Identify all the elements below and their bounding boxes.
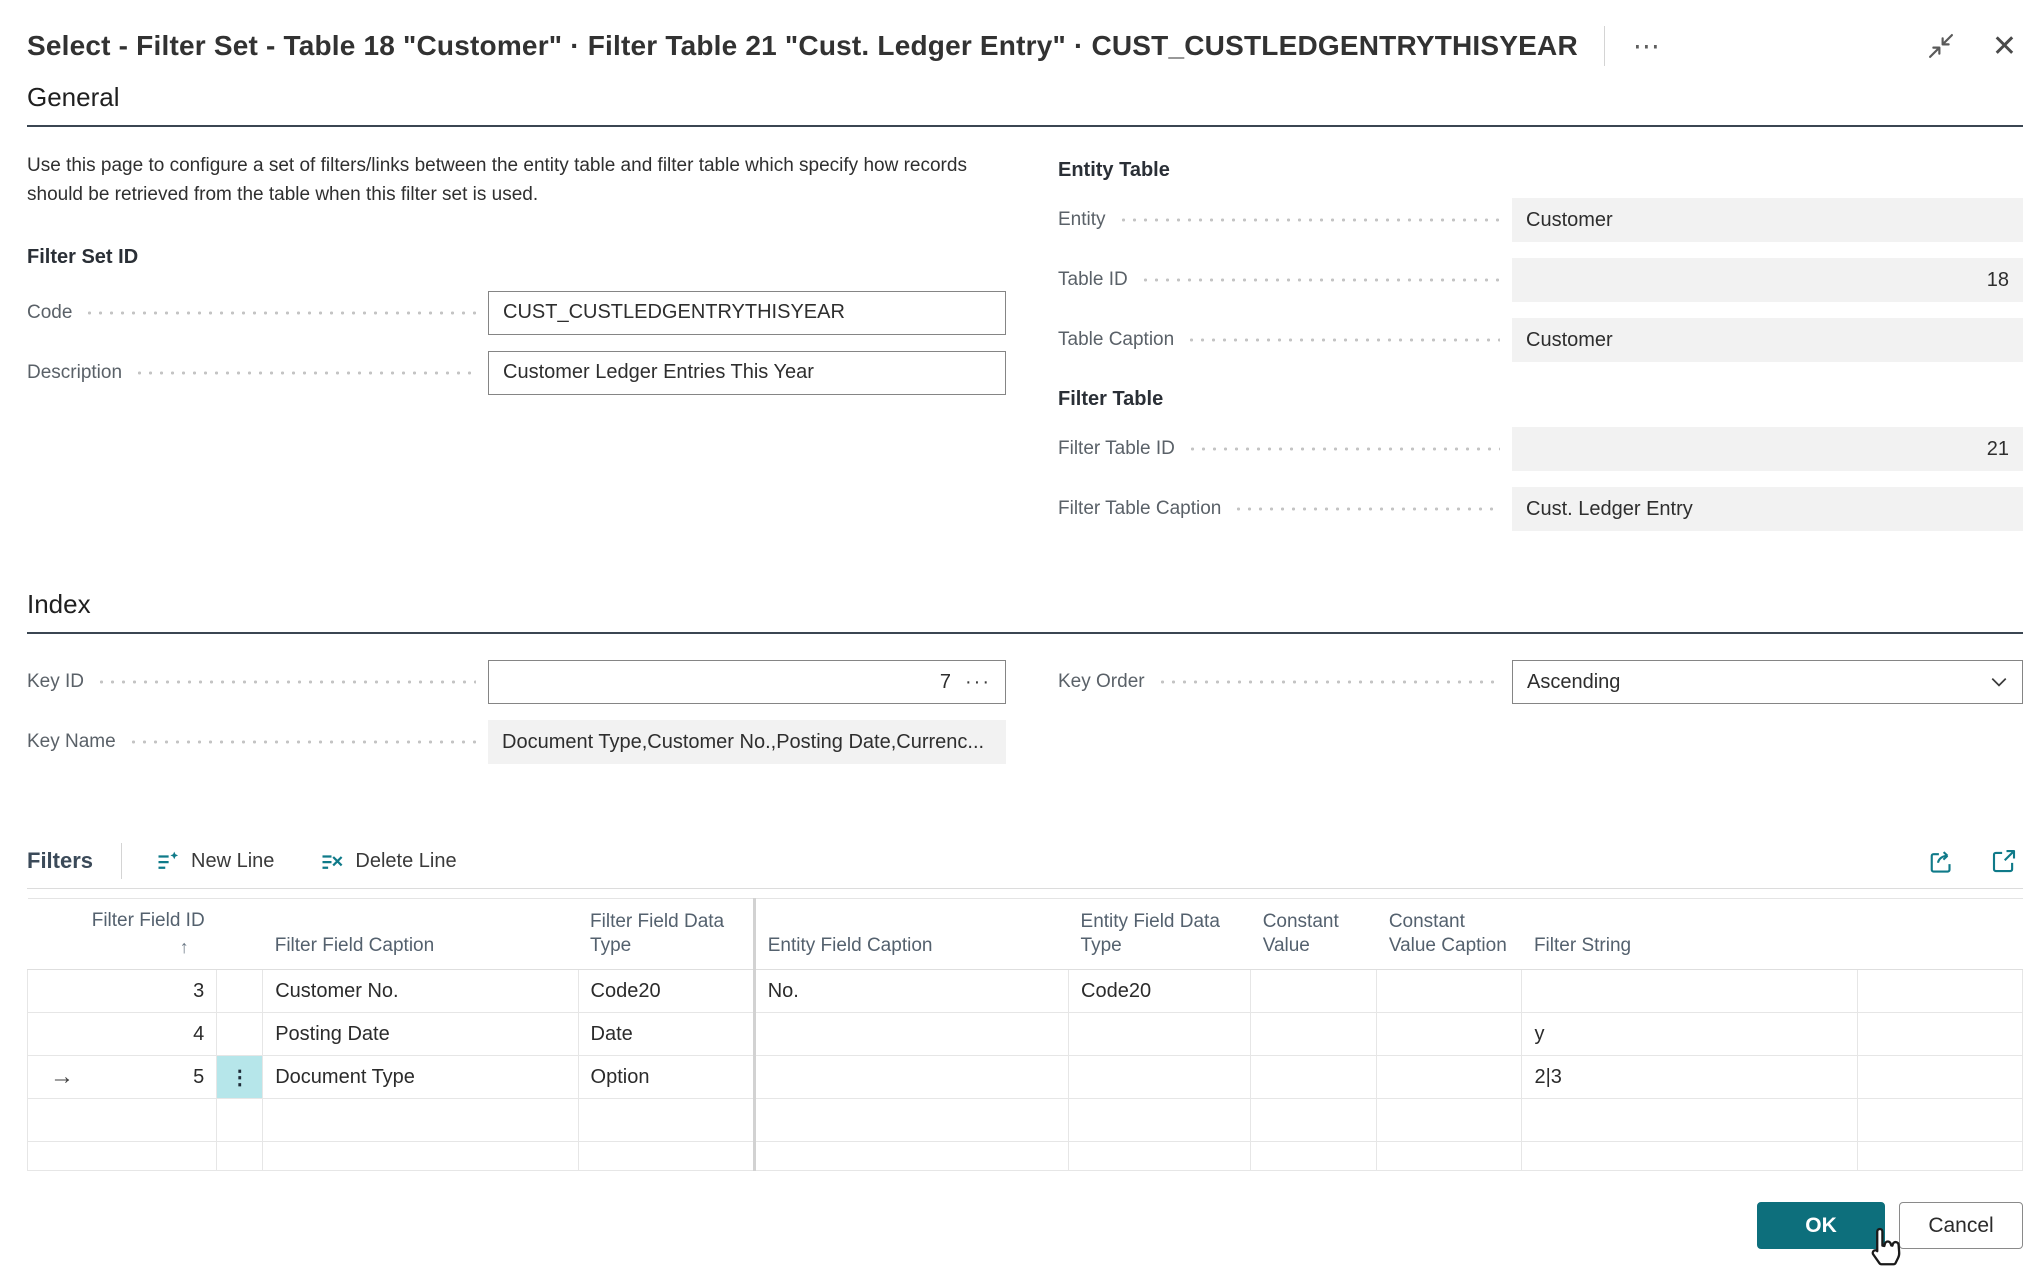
cell-entity_data_type[interactable] [1069,1056,1251,1099]
cell-data_type[interactable] [578,1099,754,1142]
dot-leader [1157,680,1500,684]
table-id-label: Table ID [1058,269,1128,290]
cell-filter_string[interactable]: 2|3 [1522,1056,1857,1099]
filter-table-group-label: Filter Table [1058,388,1164,410]
filters-rule [27,888,2023,889]
cell-entity_data_type[interactable] [1069,1099,1251,1142]
cell-caption[interactable] [263,1099,578,1142]
key-id-input[interactable] [488,660,1006,704]
row-menu-cell[interactable]: ⋮ [217,1056,263,1099]
cell-entity_data_type[interactable] [1069,1013,1251,1056]
share-button[interactable] [1923,842,1961,880]
cell-id[interactable]: 4 [28,1013,217,1056]
key-name-label: Key Name [27,731,116,752]
key-id-value: 7 [939,670,952,693]
cell-filter_string[interactable] [1522,1099,1857,1142]
key-name-field-row [27,720,1006,764]
popout-icon [1989,846,2019,876]
open-in-new-window-button[interactable] [1985,842,2023,880]
col-header-id[interactable]: Filter Field ID ↑ [28,899,217,970]
cell-entity_data_type[interactable] [1069,1142,1251,1171]
filter-table-id-label: Filter Table ID [1058,438,1175,459]
cell-constant_value[interactable] [1251,1056,1377,1099]
filters-table [27,898,2023,1171]
cell-constant_value[interactable] [1251,1013,1377,1056]
key-order-label: Key Order [1058,671,1145,692]
dialog-footer [27,1202,2023,1249]
cell-entity_caption[interactable] [754,1013,1068,1056]
cell-constant_value_caption[interactable] [1377,1013,1522,1056]
index-section [27,589,2023,764]
cell-caption[interactable] [263,1142,578,1171]
ellipsis-icon: ⋯ [1632,30,1662,61]
col-header-data_type[interactable]: Filter Field Data Type [578,899,754,970]
share-icon [1927,846,1957,876]
cell-constant_value[interactable] [1251,1099,1377,1142]
key-order-field-row [1058,660,2023,704]
sort-ascending-icon: ↑ [179,936,189,957]
dot-leader [134,371,476,375]
key-id-field-row [27,660,1006,704]
table-id-field-row [1058,258,2023,302]
chevron-down-icon [1990,676,2008,688]
entity-table-group-label: Entity Table [1058,159,1170,181]
cell-data_type[interactable] [578,1142,754,1171]
close-icon: ✕ [1991,29,2017,63]
dialog-title: Select - Filter Set - Table 18 "Customer" · Filter Table 21 "Cust. Ledger Entry" · CUST_CUSTLEDGENTRYTHISYEAR [27,30,1578,61]
col-header-constant_value[interactable]: Constant Value [1251,899,1377,970]
cell-constant_value[interactable] [1251,1142,1377,1171]
cell-constant_value_caption[interactable] [1377,1142,1522,1171]
col-header-menu [217,899,263,970]
cell-spacer[interactable] [1857,970,2022,1013]
cell-id[interactable]: 3 [28,970,217,1013]
cell-caption[interactable]: Customer No. [263,970,578,1013]
titlebar [27,0,2023,66]
description-field-row [27,351,1006,395]
col-header-caption[interactable]: Filter Field Caption [263,899,578,970]
col-header-entity_caption[interactable]: Entity Field Caption [754,899,1068,970]
cell-menu[interactable] [217,970,263,1013]
collapse-icon [1926,31,1956,61]
delete-line-button[interactable] [316,844,458,879]
table-caption-field-row [1058,318,2023,362]
cell-id[interactable]: → 5 [28,1056,217,1099]
cell-constant_value_caption[interactable] [1377,970,1522,1013]
filter-table-id-field-row [1058,427,2023,471]
dot-leader [84,311,476,315]
key-order-value: Ascending [1527,670,1621,693]
cell-entity_caption[interactable] [754,1099,1068,1142]
assist-edit-icon[interactable]: ··· [965,671,991,693]
table-header-row [28,899,2023,970]
cell-caption[interactable]: Posting Date [263,1013,578,1056]
cell-spacer[interactable] [1857,1056,2022,1099]
new-line-button[interactable] [152,844,276,879]
key-id-label: Key ID [27,671,85,692]
filter-set-id-group-label: Filter Set ID [27,245,139,268]
description-label: Description [27,361,123,383]
close-button[interactable] [1986,27,2023,66]
table-caption-label: Table Caption [1058,329,1175,350]
dot-leader [96,680,476,684]
collapse-button[interactable] [1922,27,1960,65]
table-row [28,970,2023,1013]
col-header-filter_string[interactable]: Filter String [1522,899,1857,970]
dot-leader [1186,338,1500,342]
toolbar-divider [121,843,122,879]
dot-leader [1140,278,1500,282]
code-field-row [27,291,1006,335]
col-header-constant_value_caption[interactable]: Constant Value Caption [1377,899,1522,970]
cell-data_type[interactable]: Date [578,1013,754,1056]
cell-data_type[interactable]: Code20 [578,970,754,1013]
cell-caption[interactable]: Document Type [263,1056,578,1099]
delete-line-icon [318,848,345,875]
cell-entity_caption[interactable] [754,1142,1068,1171]
entity-field-row [1058,198,2023,242]
code-label: Code [27,301,73,323]
general-intro-text: Use this page to configure a set of filters/links between the entity table and filter table which specify how records should be retrieved from the table when this filter set is used. [27,155,967,206]
filters-toolbar [27,838,2023,884]
cell-entity_data_type[interactable]: Code20 [1069,970,1251,1013]
general-heading-rule [27,125,2023,127]
filter-table-id-value: 21 [1512,427,2023,471]
col-header-entity_data_type[interactable]: Entity Field Data Type [1069,899,1251,970]
table-row [28,1099,2023,1142]
titlebar-divider [1604,26,1605,66]
cell-spacer[interactable] [1857,1099,2022,1142]
dot-leader [1187,447,1500,451]
cell-filter_string[interactable]: y [1522,1013,1857,1056]
key-name-value: Document Type,Customer No.,Posting Date,Currenc... [488,720,1006,764]
key-order-select[interactable] [1512,660,2023,704]
cell-constant_value_caption[interactable] [1377,1056,1522,1099]
cell-constant_value[interactable] [1251,970,1377,1013]
table-caption-value: Customer [1512,318,2023,362]
filter-table-caption-label: Filter Table Caption [1058,498,1222,519]
more-options-button[interactable] [1627,31,1668,62]
dot-leader [1233,507,1500,511]
cell-entity_caption[interactable] [754,1056,1068,1099]
cell-filter_string[interactable] [1522,970,1857,1013]
filter-table-caption-field-row [1058,487,2023,531]
table-row [28,1013,2023,1056]
cell-spacer[interactable] [1857,1013,2022,1056]
cell-data_type[interactable]: Option [578,1056,754,1099]
table-id-value: 18 [1512,258,2023,302]
table-row [28,1142,2023,1171]
entity-value: Customer [1512,198,2023,242]
filters-heading: Filters [27,848,94,873]
cell-menu[interactable] [217,1013,263,1056]
filter-table-caption-value: Cust. Ledger Entry [1512,487,2023,531]
cell-entity_caption[interactable]: No. [754,970,1068,1013]
active-row-arrow-icon: → [50,1063,74,1090]
col-header-spacer [1857,899,2022,970]
cell-constant_value_caption[interactable] [1377,1099,1522,1142]
cell-menu[interactable] [217,1099,263,1142]
entity-label: Entity [1058,209,1106,230]
general-heading: General [27,82,120,112]
ok-button[interactable]: OK [1757,1202,1885,1249]
index-heading-rule [27,632,2023,634]
new-line-label: New Line [191,849,275,872]
cell-spacer[interactable] [1857,1142,2022,1171]
cell-id[interactable] [28,1142,217,1171]
index-heading: Index [27,589,91,619]
cell-id[interactable] [28,1099,217,1142]
cell-filter_string[interactable] [1522,1142,1857,1171]
delete-line-label: Delete Line [355,849,457,872]
dot-leader [1118,218,1500,222]
cancel-button[interactable]: Cancel [1899,1202,2023,1249]
dot-leader [128,740,476,744]
description-input[interactable] [488,351,1006,395]
general-section [27,82,2023,531]
code-input[interactable] [488,291,1006,335]
table-row [28,1056,2023,1099]
new-line-icon [154,848,181,875]
cell-menu[interactable] [217,1142,263,1171]
